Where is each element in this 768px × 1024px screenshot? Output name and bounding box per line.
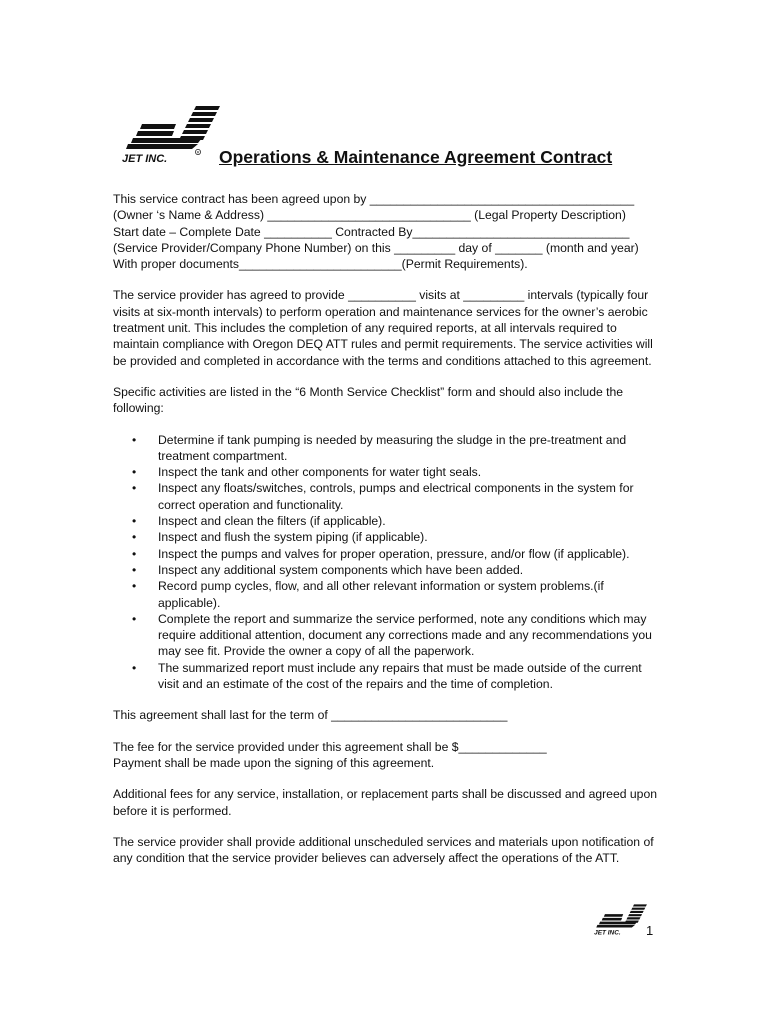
bullet-icon: • [132, 514, 137, 529]
specific-activities-paragraph: Specific activities are listed in the “6 Month Service Checklist” form and should also include the following: [113, 384, 624, 416]
bullet-icon: • [132, 465, 137, 480]
unscheduled-services-paragraph: The service provider shall provide additional unscheduled services and materials upon notification of any condition that the service provider believes can adversely affect the operations of the ATT. [113, 834, 654, 866]
footer-brand-text: JET INC. [594, 929, 621, 937]
bullet-icon: • [132, 546, 137, 561]
list-item [113, 464, 658, 480]
list-item-text: Inspect the tank and other components for water tight seals. [158, 465, 482, 480]
list-item [113, 529, 658, 545]
bullet-icon: • [132, 660, 137, 675]
additional-fees-paragraph: Additional fees for any service, installation, or replacement parts shall be discussed and agreed upon before it is performed. [113, 787, 658, 818]
list-item [113, 432, 658, 465]
bullet-icon: • [132, 481, 137, 496]
list-item-text: Determine if tank pumping is needed by measuring the sludge in the pre-treatment and treatment compartment. [158, 432, 627, 463]
bullet-icon: • [132, 432, 137, 447]
intro-line-2: (Owner ‘s Name & Address) ______________________________ (Legal Property Description) [113, 208, 626, 223]
list-item [113, 513, 658, 529]
contract-body [113, 191, 658, 866]
intro-line-5: With proper documents________________________(Permit Requirements). [113, 257, 528, 272]
list-item-text: Record pump cycles, flow, and all other relevant information or system problems.(if applicable). [158, 579, 604, 610]
intro-block [113, 191, 658, 272]
page-number: 1 [646, 923, 654, 938]
list-item [113, 578, 658, 611]
fee-line: The fee for the service provided under this agreement shall be $_____________ [113, 739, 547, 754]
list-item [113, 546, 658, 562]
list-item-text: Inspect and clean the filters (if applicable). [158, 514, 386, 529]
document-header [118, 104, 658, 174]
list-item-text: Complete the report and summarize the service performed, note any conditions which may require additional attention, document any corrections made and any recommendations you may see fit. Provide the owner a copy of all the paperwork. [158, 611, 652, 659]
list-item [113, 562, 658, 578]
list-item-text: Inspect any additional system components which have been added. [158, 562, 524, 577]
intro-line-3: Start date – Complete Date __________ Contracted By________________________________ [113, 224, 630, 239]
list-item-text: Inspect any floats/switches, controls, pumps and electrical components in the system for correct operation and functionality. [158, 481, 634, 512]
service-paragraph: The service provider has agreed to provide __________ visits at _________ intervals (typically four visits at six-month intervals) to perform operation and maintenance services for the owner’s aerobic treatment unit. This includes the completion of any required reports, at all intervals required to maintain compliance with Oregon DEQ ATT rules and permit requirements. The service activities will be provided and completed in accordance with the terms and conditions attached to this agreement. [113, 288, 653, 368]
intro-line-1: This service contract has been agreed upon by _______________________________________ [113, 192, 635, 206]
bullet-icon: • [132, 611, 137, 626]
term-line: This agreement shall last for the term of __________________________ [113, 708, 508, 723]
list-item-text: Inspect the pumps and valves for proper operation, pressure, and/or flow (if applicable). [158, 546, 630, 561]
list-item-text: The summarized report must include any repairs that must be made outside of the current visit and an estimate of the cost of the repairs and the time of completion. [158, 660, 642, 692]
list-item [113, 611, 658, 660]
list-item [113, 480, 658, 513]
svg-text:R: R [196, 149, 200, 155]
logo-brand-text: JET INC. [122, 153, 168, 165]
footer-jet-inc-logo [592, 903, 648, 937]
bullet-icon: • [132, 579, 137, 594]
list-item-text: Inspect and flush the system piping (if applicable). [158, 530, 428, 545]
list-item [113, 660, 658, 693]
jet-inc-logo [118, 104, 222, 166]
payment-line: Payment shall be made upon the signing of this agreement. [113, 755, 435, 770]
intro-line-4: (Service Provider/Company Phone Number) on this _________ day of _______ (month and year) [113, 240, 639, 255]
activities-list [113, 432, 658, 693]
document-title: Operations & Maintenance Agreement Contract [219, 147, 613, 167]
bullet-icon: • [132, 530, 137, 545]
bullet-icon: • [132, 562, 137, 577]
